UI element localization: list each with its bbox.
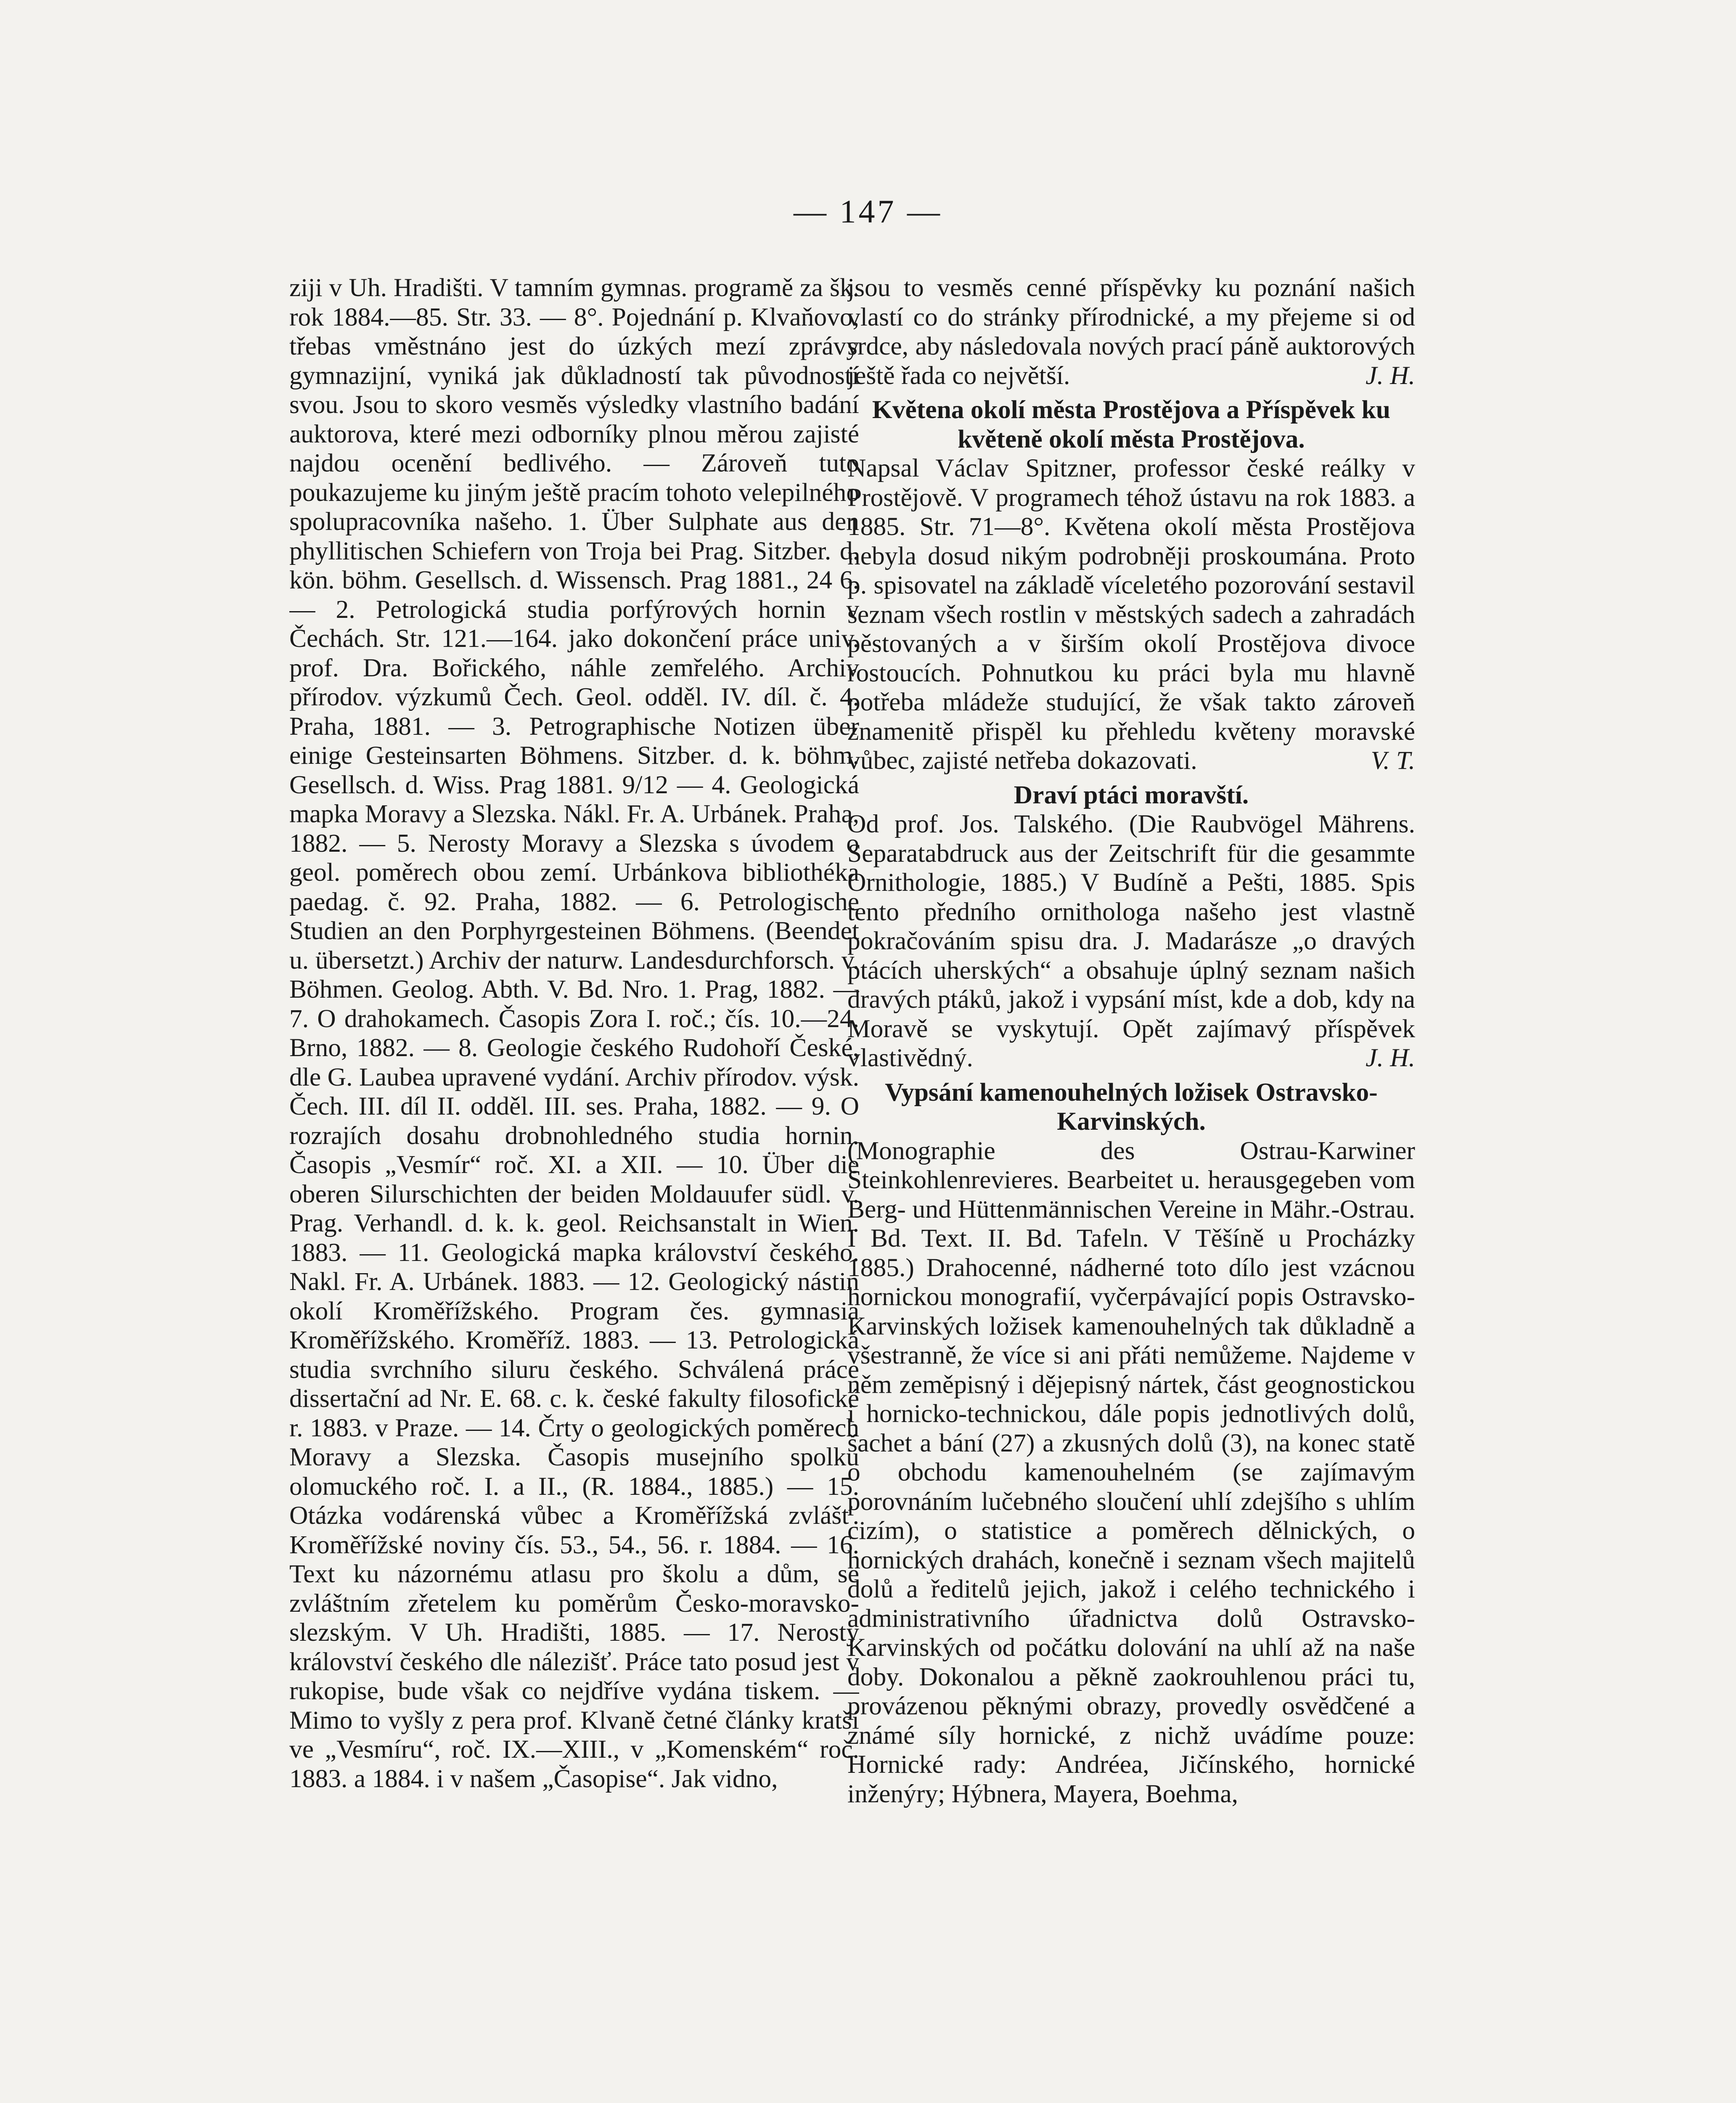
review-body: Napsal Václav Spitzner, professor české reálky v Prostějově. V programech téhož ústavu na rok 1883. a 1885. Str. 71—8°. Květena okolí města Prostějova nebyla dosud nikým podrobněji proskoumána. Proto p. spisovatel na základě víceletého pozorování sestavil seznam všech rostlin v městských sadech a zahradách pěstovaných a v širším okolí Prostějova divoce rostoucích. Pohnutkou ku práci byla mu hlavně potřeba mládeže studující, že však takto zároveň znamenitě přispěl ku přehledu květeny moravské vůbec, zajisté netřeba dokazovati. bbox=[847, 454, 1415, 775]
review-signature: J. H. bbox=[1366, 1044, 1415, 1072]
intro-text: jsou to vesměs cenné příspěvky ku poznání našich vlastí co do stránky přírodnické, a my přejeme si od srdce, aby následovala nových prací páně auktorových ještě řada co největší. bbox=[847, 273, 1415, 390]
review-title: Vypsání kamenouhelných ložisek Ostravsko-Karvinských. bbox=[885, 1078, 1378, 1136]
review-signature: V. T. bbox=[1371, 746, 1415, 775]
right-column bbox=[847, 273, 1415, 2103]
review-title: Draví ptáci moravští. bbox=[1014, 780, 1249, 809]
review-entry bbox=[847, 395, 1415, 776]
intro-paragraph bbox=[847, 273, 1415, 390]
review-body: Od prof. Jos. Talského. (Die Raubvögel Mährens. Separatabdruck aus der Zeitschrift für die gesammte Ornithologie, 1885.) V Budíně a Pešti, 1885. Spis tento předního ornithologa našeho jest vlastně pokračováním spisu dra. J. Madarásze „o dravých ptácích uherských“ a obsahuje úplný seznam našich dravých ptáků, jakož i vypsání míst, kde a dob, kdy na Moravě se vyskytují. Opět zajímavý příspěvek vlastivědný. bbox=[847, 810, 1415, 1072]
review-entry bbox=[847, 1078, 1415, 1809]
review-entry bbox=[847, 781, 1415, 1073]
intro-signature: J. H. bbox=[1366, 361, 1415, 390]
left-column-text: ziji v Uh. Hradišti. V tamním gymnas. programě za šk. rok 1884.—85. Str. 33. — 8°. Pojednání p. Klvaňovo, třebas vměstnáno jest do úzkých mezí zprávy gymnazijní, vyniká jak důkladností tak původností svou. Jsou to skoro vesměs výsledky vlastního badání auktorova, které mezi odborníky plnou měrou zajisté najdou ocenění bedlivého. — Zároveň tuto poukazujeme ku jiným ještě pracím tohoto velepilného spolupracovníka našeho. 1. Über Sulphate aus den phyllitischen Schiefern von Troja bei Prag. Sitzber. d. kön. böhm. Gesellsch. d. Wissensch. Prag 1881., 24 6. — 2. Petrologická studia porfýrových hornin v Čechách. Str. 121.—164. jako dokončení práce univ. prof. Dra. Bořického, náhle zemřelého. Archiv přírodov. výzkumů Čech. Geol. odděl. IV. díl. č. 4. Praha, 1881. — 3. Petrographische Notizen über einige Gesteinsarten Böhmens. Sitzber. d. k. böhm. Gesellsch. d. Wiss. Prag 1881. 9/12 — 4. Geologická mapka Moravy a Slezska. Nákl. Fr. A. Urbánek. Praha, 1882. — 5. Nerosty Moravy a Slezska s úvodem o geol. poměrech obou zemí. Urbánkova bibliothéka paedag. č. 92. Praha, 1882. — 6. Petrologische Studien an den Porphyrgesteinen Böhmens. (Beendet u. übersetzt.) Archiv der naturw. Landesdurchforsch. v. Böhmen. Geolog. Abth. V. Bd. Nro. 1. Prag, 1882. — 7. O drahokamech. Časopis Zora I. roč.; čís. 10.—24. Brno, 1882. — 8. Geologie českého Rudohoří České, dle G. Laubea upravené vydání. Archiv přírodov. výsk. Čech. III. díl II. odděl. III. ses. Praha, 1882. — 9. O rozrajích dosahu drobnohledného studia hornin. Časopis „Vesmír“ roč. XI. a XII. — 10. Über die oberen Silurschichten der beiden Moldauufer südl. v. Prag. Verhandl. d. k. k. geol. Reichsanstalt in Wien. 1883. — 11. Geologická mapka království českého. Nakl. Fr. A. Urbánek. 1883. — 12. Geologický nástin okolí Kroměřížského. Program čes. gymnasia Kroměřížského. Kroměříž. 1883. — 13. Petrologická studia svrchního siluru českého. Schválená práce dissertační ad Nr. E. 68. c. k. české fakulty filosofické r. 1883. v Praze. — 14. Črty o geologických poměrech Moravy a Slezska. Časopis musejního spolku olomuckého roč. I. a II., (R. 1884., 1885.) — 15. Otázka vodárenská vůbec a Kroměřížská zvlášť. Kroměřížské noviny čís. 53., 54., 56. r. 1884. — 16. Text ku názornému atlasu pro školu a dům, se zvláštním zřetelem ku poměrům Česko-moravsko-slezským. V Uh. Hradišti, 1885. — 17. Nerosty království českého dle nálezišť. Práce tato posud jest v rukopise, bude však co nejdříve vydána tiskem. — Mimo to vyšly z pera prof. Klvaně četné články kratší ve „Vesmíru“, roč. IX.—XIII., v „Komenském“ roč. 1883. a 1884. i v našem „Časopise“. Jak vidno, bbox=[289, 273, 859, 1793]
review-title: Květena okolí města Prostějova a Příspěvek ku květeně okolí města Prostějova. bbox=[872, 395, 1391, 453]
left-column bbox=[289, 273, 859, 2103]
page-number: — 147 — bbox=[794, 193, 942, 230]
review-body: (Monographie des Ostrau-Karwiner Steinkohlenrevieres. Bearbeitet u. herausgegeben vom Berg- und Hüttenmännischen Vereine in Mähr.-Ostrau. I Bd. Text. II. Bd. Tafeln. V Těšíně u Procházky 1885.) Drahocenné, nádherné toto dílo jest vzácnou hornickou monografií, vyčerpávající popis Ostravsko-Karvinských ložisek kamenouhelných tak důkladně a všestranně, že více si ani přáti nemůžeme. Najdeme v něm zeměpisný i dějepisný nártek, část geognostickou i hornicko-technickou, dále popis jednotlivých dolů, šachet a bání (27) a zkusných dolů (3), na konec statě o obchodu kamenouhelném (se zajímavým porovnáním lučebného sloučení uhlí zdejšího s uhlím cizím), o statistice a poměrech dělnických, o hornických drahách, konečně i seznam všech majitelů dolů a ředitelů jejich, jakož i celého technického i administrativního úřadnictva dolů Ostravsko-Karvinských od počátku dolování na uhlí až na naše doby. Dokonalou a pěkně zaokrouhlenou práci tu, provázenou pěknými obrazy, provedly osvědčené a známé síly hornické, z nichž uvádíme pouze: Hornické rady: Andréea, Jičínského, hornické inženýry; Hýbnera, Mayera, Boehma, bbox=[847, 1136, 1415, 1808]
